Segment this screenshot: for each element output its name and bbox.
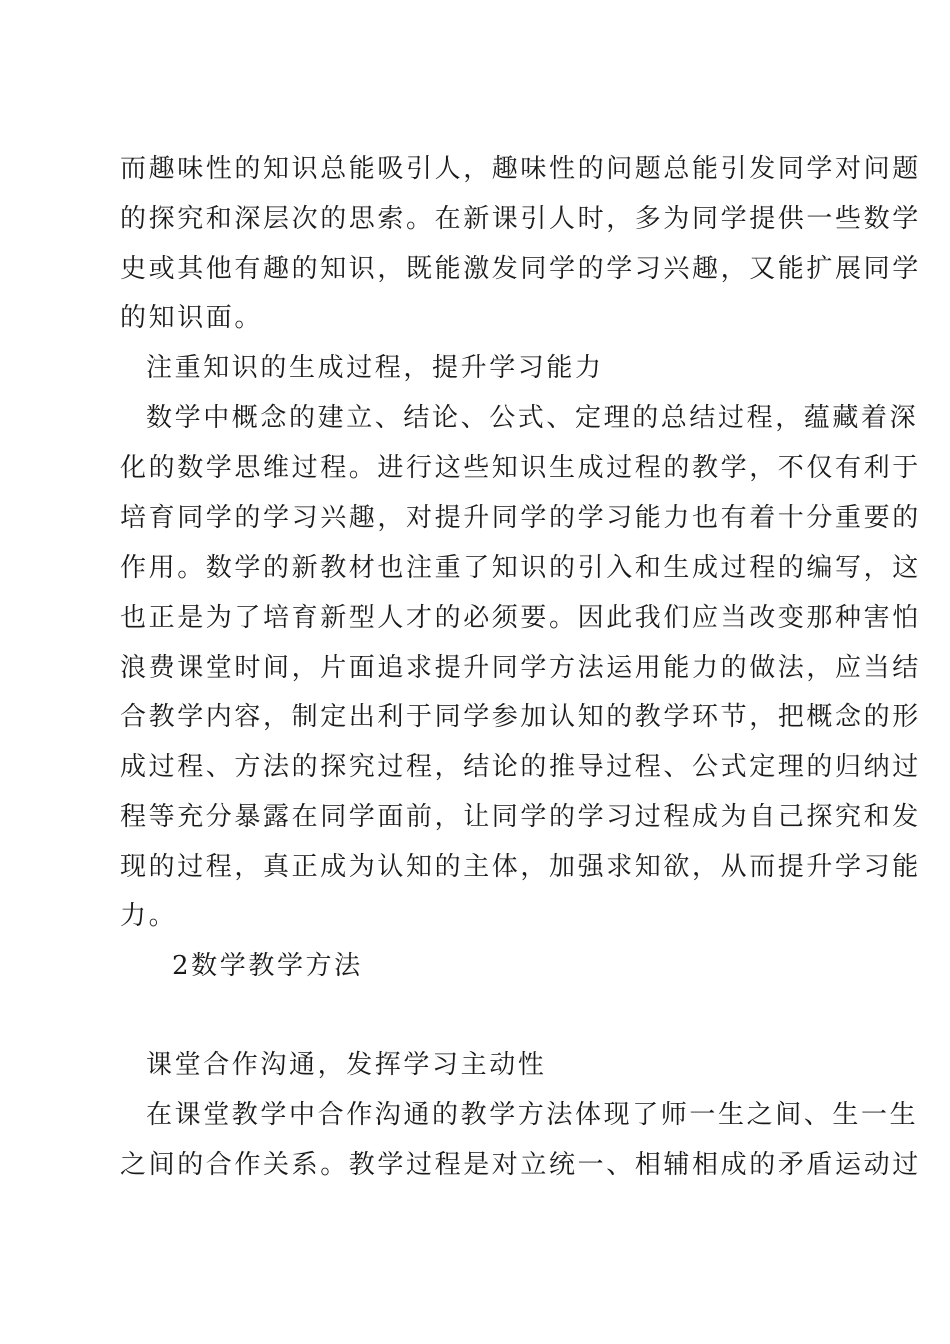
paragraph-line: 现的过程，真正成为认知的主体，加强求知欲，从而提升学习能 (120, 852, 921, 882)
paragraph-line: 在课堂教学中合作沟通的教学方法体现了师一生之间、生一生 (146, 1100, 919, 1130)
subheading: 注重知识的生成过程，提升学习能力 (146, 353, 604, 383)
paragraph-line: 培育同学的学习兴趣，对提升同学的学习能力也有着十分重要的 (120, 503, 921, 533)
paragraph-line: 力。 (120, 901, 178, 931)
paragraph-line: 成过程、方法的探究过程，结论的推导过程、公式定理的归纳过 (120, 752, 921, 782)
paragraph-line: 的探究和深层次的思索。在新课引人时，多为同学提供一些数学 (120, 204, 921, 234)
paragraph-line: 而趣味性的知识总能吸引人，趣味性的问题总能引发同学对问题 (120, 154, 921, 184)
section-title: 2数学教学方法 (172, 951, 363, 981)
paragraph-line: 史或其他有趣的知识，既能激发同学的学习兴趣，又能扩展同学 (120, 254, 921, 284)
subheading: 课堂合作沟通，发挥学习主动性 (146, 1050, 547, 1080)
paragraph-line: 作用。数学的新教材也注重了知识的引入和生成过程的编写，这 (120, 553, 921, 583)
paragraph-line: 浪费课堂时间，片面追求提升同学方法运用能力的做法，应当结 (120, 653, 921, 683)
paragraph-line: 合教学内容，制定出利于同学参加认知的教学环节，把概念的形 (120, 702, 921, 732)
paragraph-line: 化的数学思维过程。进行这些知识生成过程的教学，不仅有利于 (120, 453, 921, 483)
paragraph-line: 数学中概念的建立、结论、公式、定理的总结过程，蕴藏着深 (146, 403, 919, 433)
paragraph-line: 也正是为了培育新型人才的必须要。因此我们应当改变那种害怕 (120, 603, 921, 633)
paragraph-line: 程等充分暴露在同学面前，让同学的学习过程成为自己探究和发 (120, 802, 921, 832)
paragraph-line: 的知识面。 (120, 303, 264, 333)
paragraph-line: 之间的合作关系。教学过程是对立统一、相辅相成的矛盾运动过 (120, 1150, 921, 1180)
